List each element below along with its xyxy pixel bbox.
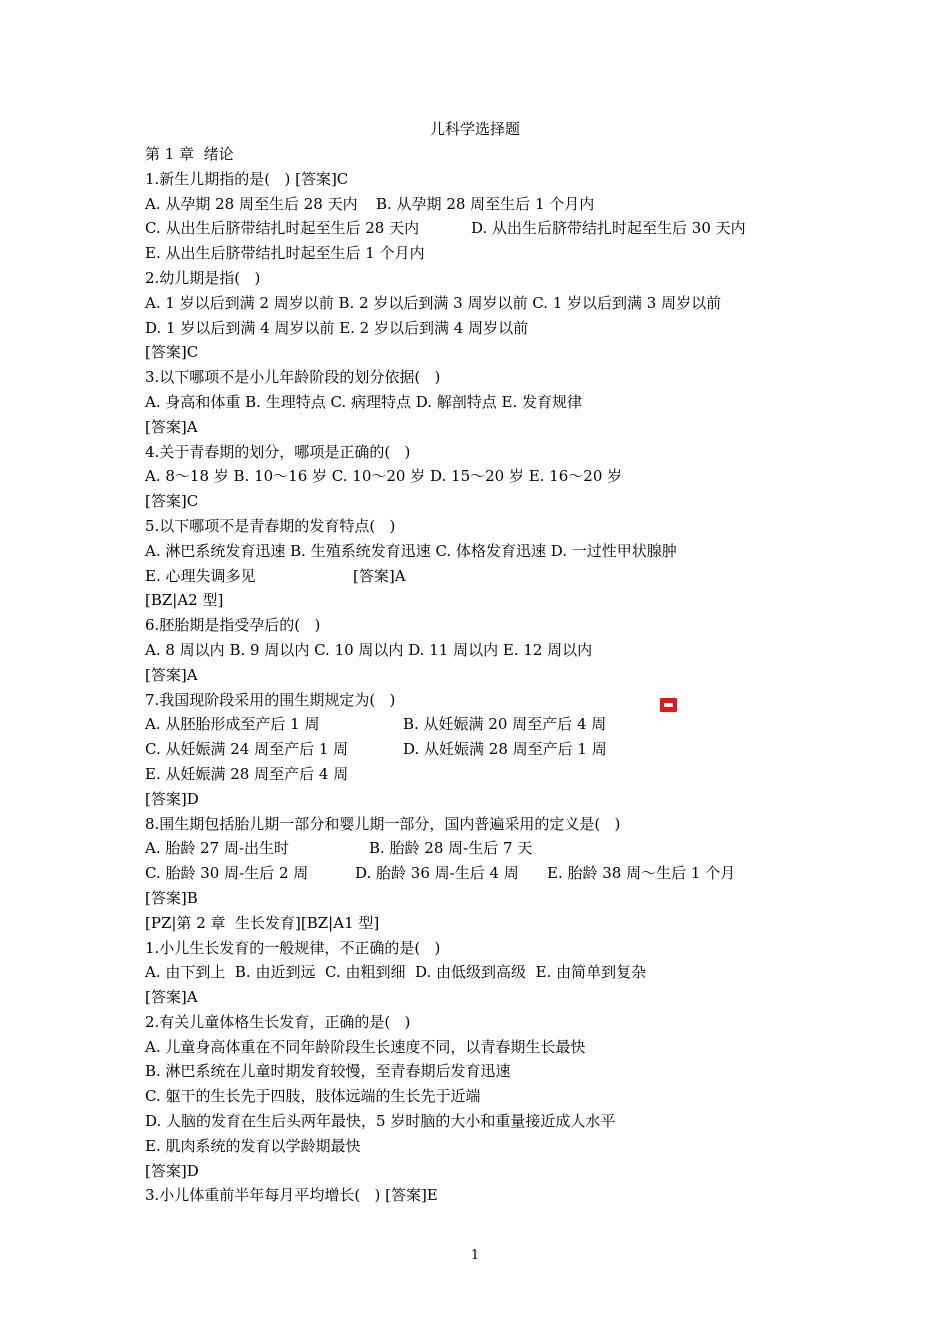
text-line: A. 8 周以内 B. 9 周以内 C. 10 周以内 D. 11 周以内 E. 12 周以内 [145, 640, 593, 659]
text-line: E. 从出生后脐带结扎时起至生后 1 个月内 [145, 244, 425, 263]
line-segment: B. 从妊娠满 20 周至产后 4 周 [403, 715, 607, 734]
text-line: [答案]A [145, 417, 198, 436]
line-segment: D. 胎龄 36 周-生后 4 周 [355, 864, 519, 883]
text-line: A. 淋巴系统发育迅速 B. 生殖系统发育迅速 C. 体格发育迅速 D. 一过性甲状腺肿 [145, 541, 677, 560]
text-line: A. 1 岁以后到满 2 周岁以前 B. 2 岁以后到满 3 周岁以前 C. 1 岁以后到满 3 周岁以前 [145, 293, 722, 312]
text-line: [答案]B [145, 888, 198, 907]
text-line: [答案]A [145, 665, 198, 684]
text-line: 第 1 章 绪论 [145, 145, 234, 163]
text-line: A. 8～18 岁 B. 10～16 岁 C. 10～20 岁 D. 15～20 岁 E. 16～20 岁 [145, 467, 623, 486]
text-line [145, 861, 825, 886]
text-line: E. 肌肉系统的发育以学龄期最快 [145, 1136, 361, 1155]
text-line: A. 由下到上 B. 由近到远 C. 由粗到细 D. 由低级到高级 E. 由简单到复杂 [145, 963, 647, 982]
text-line: 5.以下哪项不是青春期的发育特点( ) [145, 516, 396, 535]
page-number: 1 [470, 1248, 480, 1263]
text-line: 4.关于青春期的划分，哪项是正确的( ) [145, 442, 411, 461]
text-line: 2.幼儿期是指( ) [145, 268, 261, 287]
text-line: [答案]C [145, 343, 199, 362]
line-segment: B. 从孕期 28 周至生后 1 个月内 [376, 194, 595, 213]
text-line: 1.小儿生长发育的一般规律，不正确的是( ) [145, 938, 441, 957]
text-line: C. 躯干的生长先于四肢，肢体远端的生长先于近端 [145, 1087, 481, 1106]
text-line: [答案]A [145, 988, 198, 1007]
text-line: D. 1 岁以后到满 4 周岁以前 E. 2 岁以后到满 4 周岁以前 [145, 318, 529, 337]
text-line: E. 从妊娠满 28 周至产后 4 周 [145, 764, 349, 783]
text-line: D. 人脑的发育在生后头两年最快，5 岁时脑的大小和重量接近成人水平 [145, 1112, 616, 1131]
text-line: 1.新生儿期指的是( ) [答案]C [145, 169, 349, 188]
line-segment: A. 从胚胎形成至产后 1 周 [145, 715, 320, 734]
text-line [145, 192, 825, 217]
line-segment: C. 从妊娠满 24 周至产后 1 周 [145, 740, 349, 759]
line-segment: B. 胎龄 28 周-生后 7 天 [369, 839, 533, 858]
comment-marker-icon[interactable] [660, 698, 677, 712]
text-line: 7.我国现阶段采用的围生期规定为( ) [145, 690, 396, 709]
text-line: [PZ|第 2 章 生长发育][BZ|A1 型] [145, 913, 380, 932]
text-line: 3.小儿体重前半年每月平均增长( ) [答案]E [145, 1186, 438, 1205]
line-segment: E. 胎龄 38 周～生后 1 个月 [547, 864, 736, 883]
line-segment: A. 胎龄 27 周-出生时 [145, 839, 290, 858]
text-line [145, 712, 825, 737]
text-line [145, 737, 825, 762]
line-segment: D. 从妊娠满 28 周至产后 1 周 [403, 740, 607, 759]
text-line [145, 216, 825, 241]
text-line [145, 836, 825, 861]
text-line: 3.以下哪项不是小儿年龄阶段的划分依据( ) [145, 368, 441, 387]
text-line: 2.有关儿童体格生长发育，正确的是( ) [145, 1012, 411, 1031]
text-line: 6.胚胎期是指受孕后的( ) [145, 616, 321, 635]
text-line: A. 儿童身高体重在不同年龄阶段生长速度不同，以青春期生长最快 [145, 1037, 586, 1056]
document-title: 儿科学选择题 [429, 120, 520, 138]
text-line: [答案]C [145, 492, 199, 511]
text-line: [BZ|A2 型] [145, 591, 224, 610]
text-line: A. 身高和体重 B. 生理特点 C. 病理特点 D. 解剖特点 E. 发育规律 [145, 392, 582, 411]
line-segment: [答案]A [353, 566, 406, 585]
text-line [145, 564, 825, 589]
text-line: B. 淋巴系统在儿童时期发育较慢，至青春期后发育迅速 [145, 1062, 511, 1081]
text-line: 8.围生期包括胎儿期一部分和婴儿期一部分，国内普遍采用的定义是( ) [145, 814, 621, 833]
line-segment: C. 胎龄 30 周-生后 2 周 [145, 864, 309, 883]
line-segment: D. 从出生后脐带结扎时起至生后 30 天内 [471, 219, 746, 238]
text-line: [答案]D [145, 1161, 199, 1180]
text-line: [答案]D [145, 789, 199, 808]
line-segment: E. 心理失调多见 [145, 566, 256, 585]
document-body [145, 142, 825, 1208]
line-segment: C. 从出生后脐带结扎时起至生后 28 天内 [145, 219, 420, 238]
line-segment: A. 从孕期 28 周至生后 28 天内 [145, 194, 358, 213]
